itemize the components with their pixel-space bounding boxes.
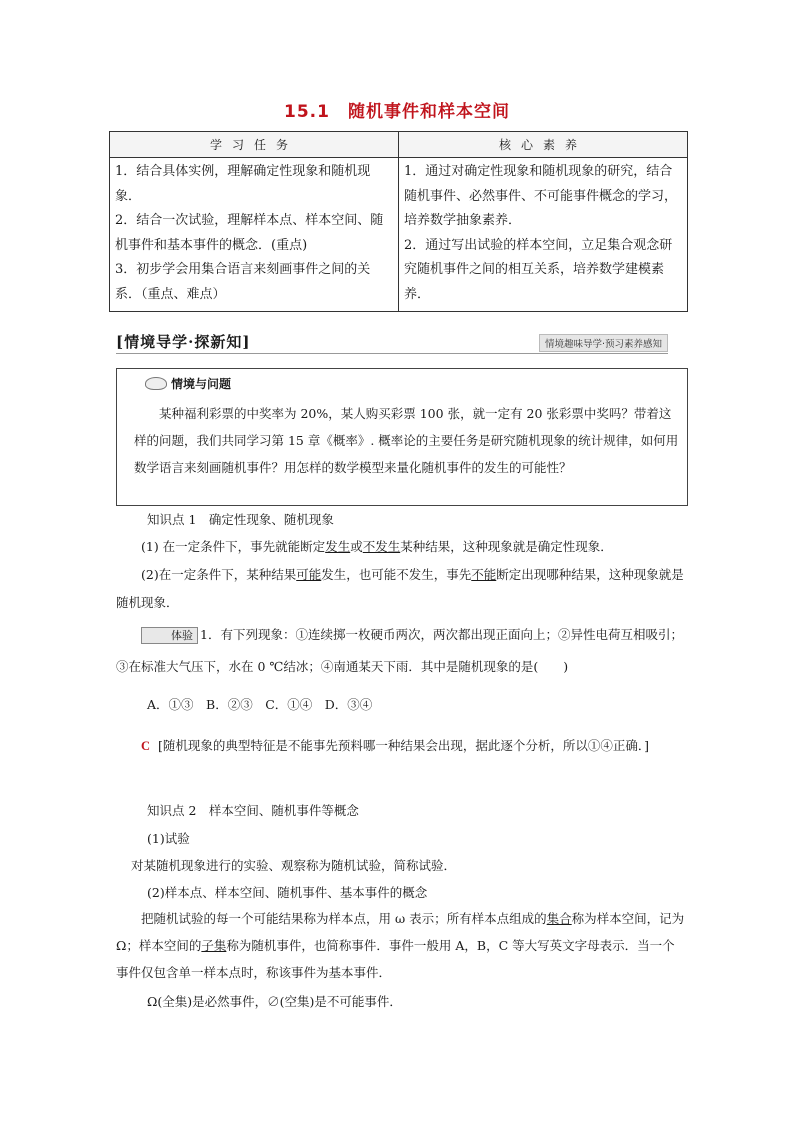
blank-answer: 不发生 — [362, 539, 401, 554]
scenario-title-row — [145, 375, 231, 392]
task-item: 1．结合具体实例，理解确定性现象和随机现象． — [115, 164, 371, 204]
sample-space-definition: 把随机试验的每一个可能结果称为样本点，用 ω 表示；所有样本点组成的集合称为样本空间，记为 Ω；样本空间的子集称为随机事件，也简称事件．事件一般用 A，B，C 等大写英文字母表示．当一个事件仅包含单一样本点时，称该事件为基本事件． — [116, 911, 685, 980]
knowledge-1-p1: (1) 在一定条件下，事先就能断定发生或不发生某种结果，这种现象就是确定性现象． — [141, 539, 613, 554]
knowledge-1-heading: 知识点 1 确定性现象、随机现象 — [147, 512, 334, 527]
section-header — [116, 331, 668, 354]
trial-definition: 对某随机现象进行的实验、观察称为随机试验，简称试验． — [131, 858, 457, 873]
book-icon — [145, 377, 167, 390]
blank-answer: 发生 — [325, 539, 351, 554]
answer-explanation: [随机现象的典型特征是不能事先预料哪一种结果会出现，据此逐个分析，所以①④正确．] — [158, 738, 650, 753]
task-item: 3．初步学会用集合语言来刻画事件之间的关系．（重点、难点） — [115, 262, 371, 302]
table-header-tasks: 学习任务 — [110, 132, 399, 158]
scenario-title: 情境与问题 — [171, 377, 232, 391]
table-header-literacy: 核心素养 — [399, 132, 688, 158]
certain-impossible-events: Ω(全集)是必然事件，∅(空集)是不可能事件． — [147, 994, 402, 1009]
section-tag: 情境趣味导学·预习素养感知 — [539, 334, 668, 352]
exercise-question: 体验 1．有下列现象：①连续掷一枚硬币两次，两次都出现正面向上；②异性电荷互相吸引；③在标准大气压下，水在 0 ℃结冰；④南通某天下雨．其中是随机现象的是( ) — [116, 627, 683, 674]
task-item: 2．结合一次试验，理解样本点、样本空间、随机事件和基本事件的概念．(重点) — [115, 213, 384, 253]
scenario-box — [116, 368, 688, 506]
exercise-tag: 体验 — [141, 627, 198, 644]
knowledge-1-p2: (2)在一定条件下，某种结果可能发生，也可能不发生，事先不能断定出现哪种结果，这种现象就是随机现象． — [116, 567, 684, 610]
literacy-cell — [399, 158, 688, 312]
page-title: 15.1 随机事件和样本空间 — [284, 102, 510, 122]
objectives-table — [109, 131, 688, 312]
blank-answer: 可能 — [296, 567, 322, 582]
literacy-item: 2．通过写出试验的样本空间，立足集合观念研究随机事件之间的相互关系，培养数学建模素养． — [404, 237, 673, 302]
blank-answer: 子集 — [201, 938, 227, 953]
exercise-answer — [116, 729, 688, 763]
answer-letter: C — [141, 739, 151, 753]
knowledge-2-sub1: (1)试验 — [147, 831, 190, 846]
literacy-item: 1．通过对确定性现象和随机现象的研究，结合随机事件、必然事件、不可能事件概念的学习，培养数学抽象素养． — [404, 164, 678, 228]
section-label: [情境导学·探新知] — [116, 333, 251, 351]
tasks-cell — [110, 158, 399, 312]
knowledge-2-heading: 知识点 2 样本空间、随机事件等概念 — [147, 803, 359, 818]
scenario-text: 某种福利彩票的中奖率为 20%，某人购买彩票 100 张，就一定有 20 张彩票中奖吗？带着这样的问题，我们共同学习第 15 章《概率》. 概率论的主要任务是研究随机现象的统计规律，如何用数学语言来刻画随机事件？用怎样的数学模型来量化随机事件的发生的可能性？ — [134, 406, 679, 475]
blank-answer: 集合 — [546, 911, 572, 926]
knowledge-2-sub2: (2)样本点、样本空间、随机事件、基本事件的概念 — [147, 885, 428, 900]
blank-answer: 不能 — [471, 567, 497, 582]
exercise-options: A．①③ B．②③ C．①④ D．③④ — [147, 697, 373, 712]
